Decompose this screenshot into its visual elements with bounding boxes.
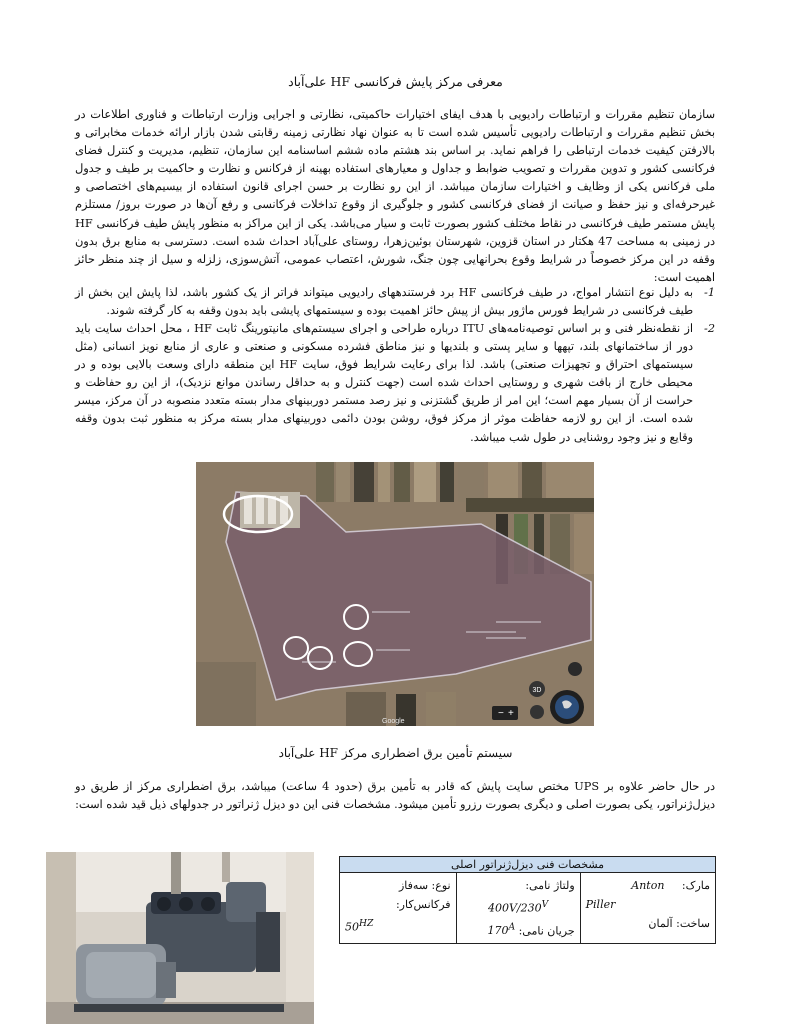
generator-spec-table xyxy=(339,856,716,944)
spec-electrical-cell xyxy=(456,873,580,944)
intro-paragraph: سازمان تنظیم مقررات و ارتباطات رادیویی با هدف ایفای اختیارات حاکمیتی، نظارتی و اجرایی وزارت ارتباطات و فناوری اطلاعات در بخش تنظیم مقررات و ارتباطات رادیویی تأسیس شده است تا به عنوان نهاد نظارتی زمینه رقابتی شدن بازار ارائه خدمات مخابراتی و بالارفتن کیفیت خدمات ارتباطی را فراهم نماید. بر اساس بند هشتم ماده ششم اساسنامه این سازمان، تنظیم، مدیریت و کنترل فضای فرکانسی کشور و تدوین مقررات و تصویب ضوابط و جداول و معیارهای استفاده بهینه از فرکانس و نظارت و حاکمیت بر طیف و جدول ملی فرکانس یکی از وظایف و اختیارات سازمان میباشد. از این رو نظارت بر حسن اجرای قانون استفاده از بیسیم‌های اختصاصی و غیرحرفه‌ای و نیز حفظ و صیانت از فضای فرکانسی کشور و جلوگیری از وقوع تداخلات فرکانسی و رفع آن‌ها در صورت بروز/ مستلزم پایش مستمر طیف فرکانسی در نقاط مختلف کشور بصورت ثابت و سیار می‌باشد. یکی از این مراکز به منظور پایش طیف فرکانسی HF در زمینی به مساحت 47 هکتار در استان قزوین، شهرستان بوئین‌زهرا، روستای علی‌آباد احداث شده است. دسترسی به منابع برق بدون وقفه در این مرکز خصوصاً در شرایط وقوع بحرانهایی چون جنگ، شورش، اعتصاب عمومی، آتش‌سوزی، زلزله و سیل از چند منظر حائز اهمیت است: xyxy=(75,108,715,284)
spec-freq-unit: HZ xyxy=(359,918,374,929)
spec-brand-value-2: Piller xyxy=(585,898,616,911)
spec-current-label: جریان نامی: xyxy=(518,924,575,938)
list-item-1-number: 1- xyxy=(703,286,715,299)
spec-freq-value: 50 xyxy=(345,920,359,934)
generator-photo xyxy=(46,852,314,1024)
map-zoom-out-button[interactable]: − xyxy=(498,708,504,719)
spec-type-label: نوع: xyxy=(431,879,451,892)
list-item-1-text: به دلیل نوع انتشار امواج، در طیف فرکانسی HF برد فرستندههای رادیویی میتواند فراتر از یک کشور باشد، لذا پایش این بخش از طیف فرکانسی در شرایط فورس ماژور بیش از پیش حائز اهمیت بوده و سیستمهای پایشی باید بدون وقفه به کار گرفته شوند. xyxy=(75,286,694,318)
map-zoom-in-button[interactable]: + xyxy=(508,708,514,719)
spec-table-header: مشخصات فنی دیزل‌ژنراتور اصلی xyxy=(340,857,716,873)
map-watermark: Google xyxy=(382,718,405,725)
spec-type-value: سه‌فاز xyxy=(399,879,429,892)
spec-brand-cell xyxy=(580,873,715,944)
list-item-2 xyxy=(75,320,715,447)
spec-type-cell xyxy=(340,873,457,944)
page-title: معرفی مرکز پایش فرکانسی HF علی‌آباد xyxy=(288,74,503,89)
spec-made-label: ساخت: xyxy=(676,917,710,930)
spec-made-value: آلمان xyxy=(648,917,673,930)
map-3d-button[interactable]: 3D xyxy=(532,687,542,694)
section-title: سیستم تأمین برق اضطراری مرکز HF علی‌آباد xyxy=(278,746,513,760)
spec-freq-label: فرکانس‌کار: xyxy=(395,898,451,911)
spec-current-unit: A xyxy=(508,921,516,933)
spec-brand-value-1: Anton xyxy=(631,879,665,892)
spec-current-value: 170 xyxy=(487,924,509,938)
ups-paragraph: در حال حاضر علاوه بر UPS مختص سایت پایش که قادر به تأمین برق (حدود 4 ساعت) میباشد، برق اضطراری مرکز از طریق دو دیزل‌ژنراتور، یکی بصورت اصلی و دیگری بصورت رزرو تأمین میشود. مشخصات فنی این دو دیزل ژنراتور در جدولهای ذیل قید شده است: xyxy=(75,780,716,812)
spec-voltage-label: ولتاژ نامی: xyxy=(525,879,575,892)
list-item-2-text: از نقطه‌نظر فنی و بر اساس توصیه‌نامه‌های ITU درباره طراحی و اجرای سیستم‌های مانیتورینگ ثابت HF ، محل احداث سایت باید دور از ساختمانهای بلند، تپهها و سایر پستی و بلندیها و نیز مناطق فشرده مسکونی و صنعتی و عاری از منابع نویز انسانی (مثل سیستمهای احتراق و تجهیزات صنعتی) باشد. لذا برای رعایت شرایط فوق، سایت HF این منطقه دارای وسعت بالایی بوده و در محیطی خارج از بافت شهری و روستایی احداث شده است (جهت کنترل و به حداقل رساندن موانع نزدیک)، از این رو حفاظت و حراست از آن بسیار مهم است؛ این امر از طریق گشتزنی و نیز رصد مستمر دوربینهای مدار بسته متعدد منصوبه در آن مرکز، میسر شده است. از این رو لازمه حفاظت موثر از مرکز فوق، روشن بودن دائمی دوربینهای مدار بسته مرکز به منظور ثبت بدون وقفه وقایع و نیز وجود روشنایی در طول شب میباشد. xyxy=(75,322,694,444)
spec-voltage-unit: V xyxy=(541,899,549,910)
list-item-2-number: 2- xyxy=(703,322,715,335)
list-item-1 xyxy=(75,284,715,320)
spec-brand-label: مارک: xyxy=(681,879,710,892)
spec-voltage-value: 400V/230 xyxy=(487,901,542,915)
satellite-site-image xyxy=(196,462,594,726)
